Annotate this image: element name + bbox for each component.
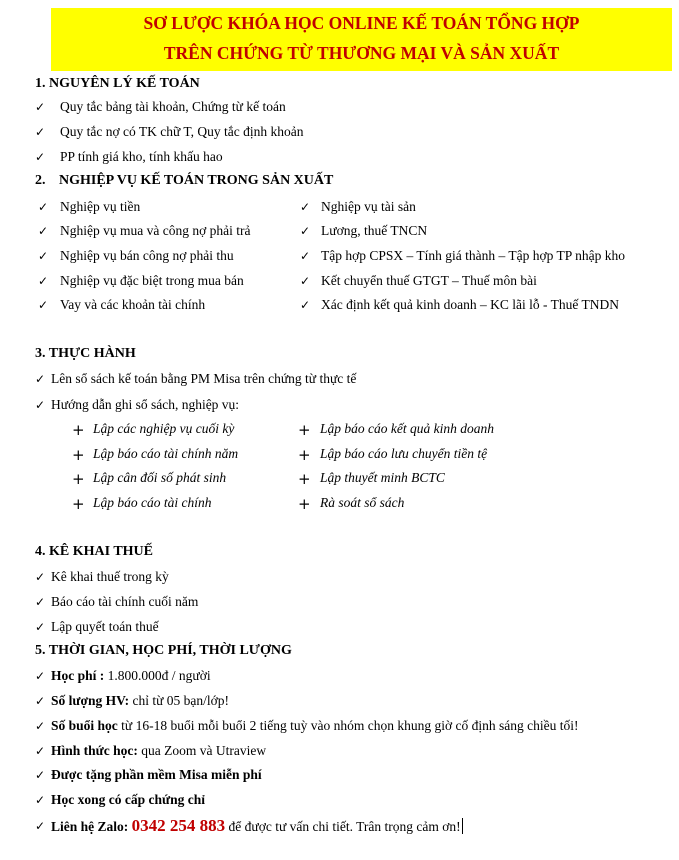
section-4-heading [35,544,153,560]
plus-icon: + [298,446,311,464]
check-icon: ✓ [35,595,46,609]
check-icon: ✓ [35,793,46,807]
check-icon: ✓ [300,249,311,263]
format-label: Hình thức học: [51,743,138,758]
s3-item-0-text: Lên sổ sách kế toán bằng PM Misa trên chứng từ thực tế [51,371,357,386]
plus-icon: + [72,470,85,488]
s3-sub-left-1-text: Lập báo cáo tài chính năm [93,446,239,461]
fee-label: Học phí : [51,668,105,683]
check-icon: ✓ [35,398,46,412]
s4-item-1 [35,594,199,610]
check-icon: ✓ [35,372,46,386]
plus-icon: + [298,495,311,513]
text-cursor [462,818,463,834]
check-icon: ✓ [35,744,46,758]
plus-icon: + [72,421,85,439]
s4-item-0 [35,569,169,585]
check-icon: ✓ [38,298,49,312]
s2-left-item-1-text: Nghiệp vụ mua và công nợ phải trả [60,223,251,238]
s3-sub-right-3 [298,495,405,513]
check-icon: ✓ [38,249,49,263]
contact-tail: để được tư vấn chi tiết. Trân trọng cảm ơn! [225,819,461,834]
s3-sub-right-0-text: Lập báo cáo kết quả kinh doanh [320,421,494,436]
contact-label: Liên hệ Zalo: [51,819,129,834]
check-icon: ✓ [300,224,311,238]
s2-left-item-4 [38,297,206,313]
gift-text: Được tặng phần mềm Misa miễn phí [51,767,262,782]
title-banner [51,8,672,71]
section-2-number: 2. [35,173,46,188]
check-icon: ✓ [38,224,49,238]
sessions-label: Số buổi học [51,718,118,733]
s3-sub-left-0-text: Lập các nghiệp vụ cuối kỳ [93,421,235,436]
s2-left-item-4-text: Vay và các khoản tài chính [60,297,206,312]
check-icon: ✓ [35,768,46,782]
check-icon: ✓ [35,570,46,584]
s3-sub-right-0 [298,421,494,439]
sessions-value: từ 16-18 buổi mỗi buổi 2 tiếng tuỳ vào nhóm chọn khung giờ cố định sáng chiều tối! [117,718,579,733]
plus-icon: + [72,495,85,513]
check-icon: ✓ [35,620,46,634]
section-1-title: NGUYÊN LÝ KẾ TOÁN [49,76,200,91]
s4-item-1-text: Báo cáo tài chính cuối năm [51,594,199,609]
section-1-number: 1. [35,76,46,91]
s5-cert [35,792,205,808]
s3-item-1-text: Hướng dẫn ghi sổ sách, nghiệp vụ: [51,397,240,412]
s2-left-item-3 [38,273,244,289]
title-line-2: TRÊN CHỨNG TỪ THƯƠNG MẠI VÀ SẢN XUẤT [163,43,560,63]
fee-value: 1.800.000đ / người [104,668,211,683]
section-1-heading [35,76,200,92]
check-icon: ✓ [300,298,311,312]
section-5-number: 5. [35,643,46,658]
s3-item-0 [35,371,357,387]
section-3-number: 3. [35,346,46,361]
s3-sub-left-3 [72,495,212,513]
s2-right-item-2 [300,248,626,264]
s2-right-item-3-text: Kết chuyển thuế GTGT – Thuế môn bài [321,273,537,288]
s2-right-item-0 [300,199,416,215]
s1-item-1 [35,124,304,140]
title-line-1: SƠ LƯỢC KHÓA HỌC ONLINE KẾ TOÁN TỔNG HỢP [143,13,580,33]
s5-contact [35,816,461,835]
s2-left-item-3-text: Nghiệp vụ đặc biệt trong mua bán [60,273,244,288]
check-icon: ✓ [300,274,311,288]
s2-left-item-2-text: Nghiệp vụ bán công nợ phải thu [60,248,234,263]
s3-sub-left-3-text: Lập báo cáo tài chính [93,495,212,510]
section-5-heading [35,643,292,659]
s3-item-1 [35,397,240,413]
s2-left-item-0 [38,199,141,215]
s2-right-item-1 [300,223,428,239]
s1-item-0 [35,99,286,115]
s1-item-1-text: Quy tắc nợ có TK chữ T, Quy tắc định khoản [60,124,304,139]
check-icon: ✓ [38,200,49,214]
count-value: chỉ từ 05 bạn/lớp! [129,693,230,708]
s4-item-2 [35,619,159,635]
section-3-title: THỰC HÀNH [48,346,136,361]
check-icon: ✓ [35,694,46,708]
s3-sub-right-1 [298,446,488,464]
format-value: qua Zoom và Utraview [137,743,267,758]
s1-item-0-text: Quy tắc bảng tài khoản, Chứng từ kế toán [60,99,286,114]
s1-item-2-text: PP tính giá kho, tính khấu hao [60,149,223,164]
section-4-title: KÊ KHAI THUẾ [49,544,153,559]
s3-sub-right-1-text: Lập báo cáo lưu chuyển tiền tệ [320,446,488,461]
check-icon: ✓ [35,719,46,733]
s3-sub-left-1 [72,446,239,464]
check-icon: ✓ [300,200,311,214]
plus-icon: + [298,421,311,439]
s2-right-item-4 [300,297,619,313]
s2-right-item-4-text: Xác định kết quả kinh doanh – KC lãi lỗ - Thuế TNDN [321,297,619,312]
check-icon: ✓ [35,150,46,164]
s2-right-item-0-text: Nghiệp vụ tài sản [321,199,416,214]
section-5-title: THỜI GIAN, HỌC PHÍ, THỜI LƯỢNG [48,643,292,658]
s3-sub-left-0 [72,421,235,439]
check-icon: ✓ [38,274,49,288]
s4-item-0-text: Kê khai thuế trong kỳ [51,569,169,584]
plus-icon: + [298,470,311,488]
s3-sub-right-2 [298,470,445,488]
s2-right-item-3 [300,273,537,289]
s2-left-item-1 [38,223,251,239]
section-3-heading [35,346,136,362]
check-icon: ✓ [35,100,46,114]
zalo-phone: 0342 254 883 [131,816,226,835]
s4-item-2-text: Lập quyết toán thuế [51,619,159,634]
plus-icon: + [72,446,85,464]
section-2-title: NGHIỆP VỤ KẾ TOÁN TRONG SẢN XUẤT [59,173,334,188]
s3-sub-left-2-text: Lập cân đối số phát sinh [93,470,227,485]
s2-left-item-2 [38,248,234,264]
s3-sub-left-2 [72,470,227,488]
s5-fee [35,668,211,684]
s3-sub-right-2-text: Lập thuyết minh BCTC [320,470,445,485]
s3-sub-right-3-text: Rà soát sổ sách [320,495,405,510]
check-icon: ✓ [35,819,46,833]
cert-text: Học xong có cấp chứng chỉ [51,792,205,807]
s2-right-item-2-text: Tập hợp CPSX – Tính giá thành – Tập hợp TP nhập kho [321,248,626,263]
check-icon: ✓ [35,669,46,683]
s2-left-item-0-text: Nghiệp vụ tiền [60,199,141,214]
s5-sessions [35,718,579,734]
check-icon: ✓ [35,125,46,139]
s1-item-2 [35,149,223,165]
s5-format [35,743,267,759]
s5-gift [35,767,262,783]
section-4-number: 4. [35,544,46,559]
section-2-heading [35,173,333,189]
s5-count [35,693,230,709]
s2-right-item-1-text: Lương, thuế TNCN [321,223,428,238]
count-label: Số lượng HV: [51,693,130,708]
